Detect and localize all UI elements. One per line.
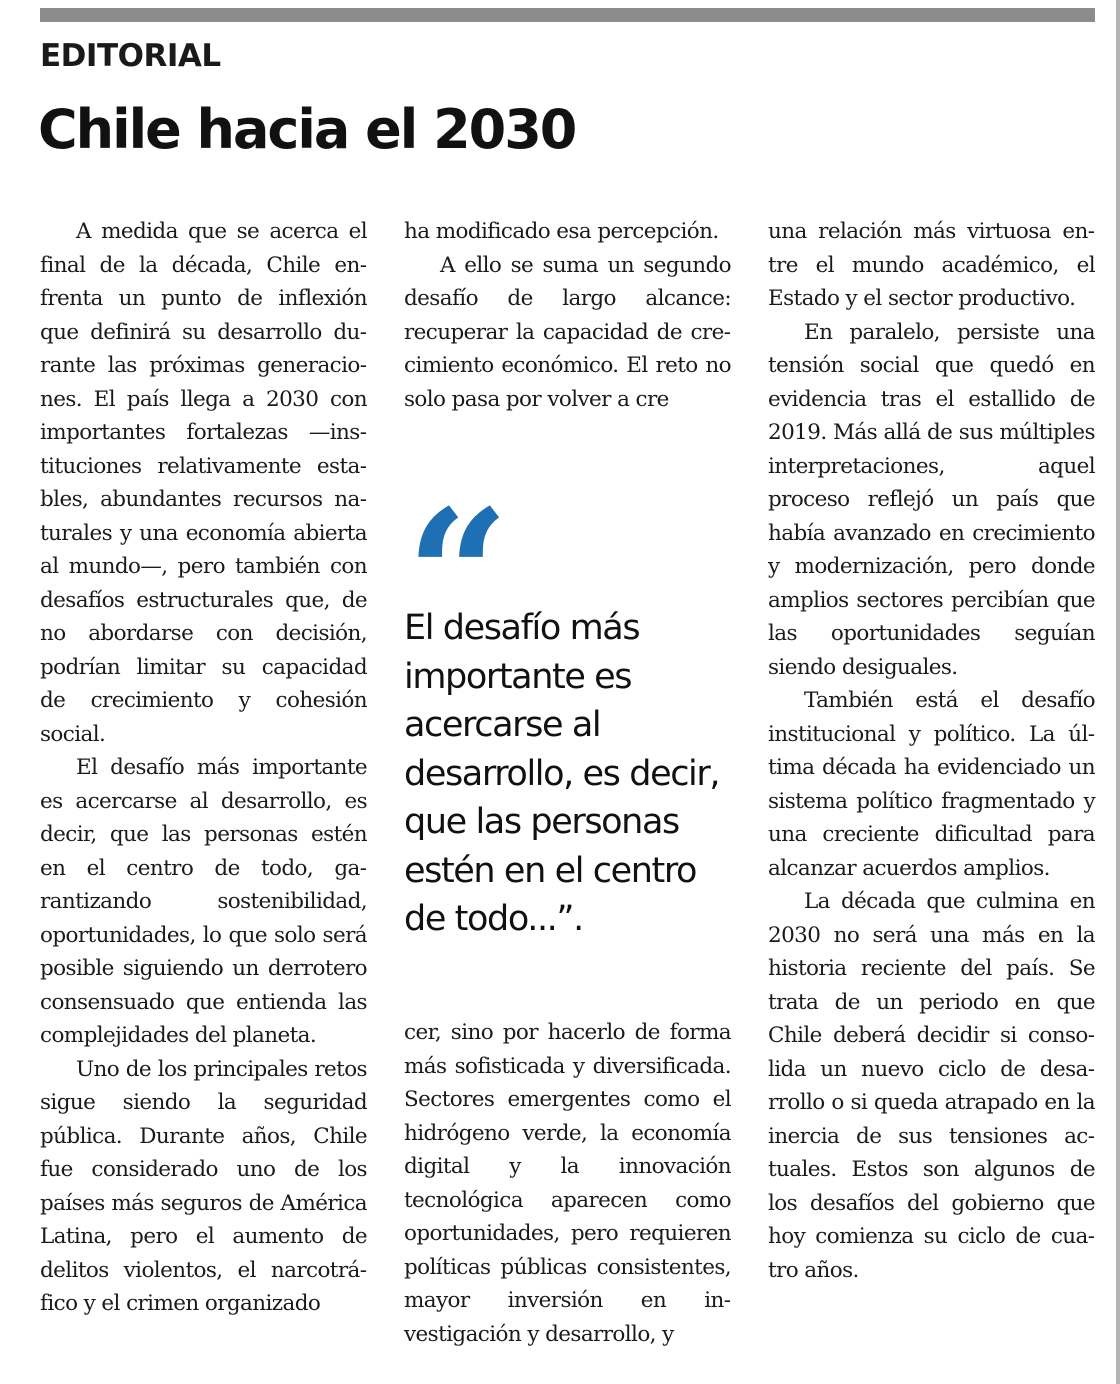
- article-column-2-bottom: [404, 1016, 731, 1351]
- quote-mark-icon: [406, 502, 739, 594]
- page-edge: [1116, 0, 1120, 1384]
- paragraph: cer, sino por hacerlo de forma más sofisticada y diversificada. Sectores emergentes como el hidrógeno verde, la economía digital y la innovación tecnológica aparecen como oportunidades, pero requieren políticas públicas consistentes, mayor inversión en investigación y desarrollo, y: [404, 1020, 731, 1347]
- article-column-3: [768, 215, 1095, 1287]
- article-column-1: [40, 215, 367, 1321]
- paragraph: ha modificado esa percepción.: [404, 219, 719, 244]
- paragraph: También está el desafío institucional y político. La última década ha evidenciado un sistema político fragmentado y una creciente dificultad para alcanzar acuerdos amplios.: [768, 688, 1095, 881]
- paragraph: una relación más virtuosa entre el mundo académico, el Estado y el sector productivo.: [768, 219, 1095, 311]
- article-column-2-top: [404, 215, 731, 416]
- headline: Chile hacia el 2030: [38, 98, 576, 161]
- paragraph: La década que culmina en 2030 no será una más en la historia reciente del país. Se trata de un periodo en que Chile deberá decidir si consolida un nuevo ciclo de desarrollo o si queda atrapado en la inercia de sus tensiones actuales. Estos son algunos de los desafíos del gobierno que hoy comienza su ciclo de cuatro años.: [768, 889, 1095, 1283]
- section-label: EDITORIAL: [40, 38, 221, 74]
- top-rule: [40, 8, 1095, 22]
- paragraph: A ello se suma un segundo desafío de largo alcance: recuperar la capacidad de crecimiento económico. El reto no solo pasa por volver a cre: [404, 252, 731, 412]
- pull-quote-text: El desafío más importante es acercarse al desarrollo, es decir, que las personas estén en el centro de todo...”.: [404, 608, 720, 939]
- paragraph: A medida que se acerca el final de la década, Chile enfrenta un punto de inflexión que definirá su desarrollo durante las próximas generaciones. El país llega a 2030 con importantes fortalezas —instituciones relativamente estables, abundantes recursos naturales y una economía abierta al mundo—, pero también con desafíos estructurales que, de no abordarse con decisión, podrían limitar su capacidad de crecimiento y cohesión social.: [40, 219, 367, 747]
- paragraph: El desafío más importante es acercarse al desarrollo, es decir, que las personas estén en el centro de todo, garantizando sostenibilidad, oportunidades, lo que solo será posible siguiendo un derrotero consensuado que entienda las complejidades del planeta.: [40, 755, 367, 1048]
- paragraph: En paralelo, persiste una tensión social que quedó en evidencia tras el estallido de 2019. Más allá de sus múltiples interpretaciones, aquel proceso reflejó un país que había avanzado en crecimiento y modernización, pero donde amplios sectores percibían que las oportunidades seguían siendo desiguales.: [768, 319, 1095, 680]
- pull-quote: [404, 502, 739, 944]
- paragraph: Uno de los principales retos sigue siendo la seguridad pública. Durante años, Chile fue considerado uno de los países más seguros de América Latina, pero el aumento de delitos violentos, el narcotráfico y el crimen organizado: [40, 1056, 367, 1316]
